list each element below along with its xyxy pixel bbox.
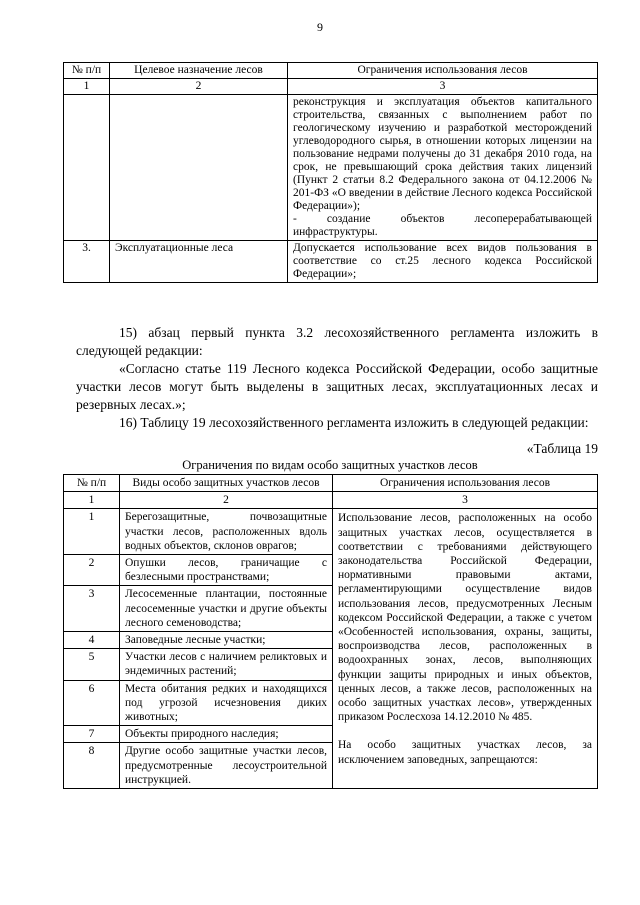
table-row (64, 95, 598, 241)
col-number: 3 (333, 492, 598, 509)
limits-text: реконструкция и эксплуатация объектов капитального строительства, связанных с выполнением работ по геологическому изучению и разработкой месторождений углеводородного сырья, в отношении которых лицензии на пользование недрами получены до 31 декабря 2010 года, на срок, не превышающий срока действия таких лицензий (Пункт 2 статьи 8.2 Федерального закона от 04.12.2006 № 201-ФЗ «О введении в действие Лесного кодекса Российской Федерации»); (293, 96, 592, 212)
row-number: 6 (64, 680, 120, 726)
limits-text: На особо защитных участках лесов, за исключением заповедных, запрещаются: (338, 739, 592, 766)
table-header-row (64, 475, 598, 492)
table-label: «Таблица 19 (526, 441, 598, 456)
row-number: 2 (64, 555, 120, 586)
table-caption: Ограничения по видам особо защитных участков лесов (182, 458, 478, 472)
area-type-cell: Другие особо защитные участки лесов, предусмотренные лесоустроительной инструкцией. (120, 743, 333, 789)
forest-purpose-table (63, 62, 598, 283)
area-type-cell: Места обитания редких и находящихся под угрозой исчезновения диких животных; (120, 680, 333, 726)
purpose-cell: Эксплуатационные леса (110, 241, 288, 283)
limits-cell: Допускается использование всех видов пользования в соответствие со ст.25 лесного кодекса Российской Федерации»; (288, 241, 598, 283)
col-number: 2 (120, 492, 333, 509)
paragraph-15: 15) абзац первый пункта 3.2 лесохозяйственного регламента изложить в следующей редакции: (76, 325, 598, 358)
area-type-cell: Лесосеменные плантации, постоянные лесосеменные участки и другие объекты лесного семеноводства; (120, 586, 333, 632)
protected-areas-table (63, 474, 598, 789)
col-number: 2 (110, 79, 288, 95)
header-num: № п/п (64, 63, 110, 79)
row-number: 7 (64, 726, 120, 743)
col-number: 1 (64, 492, 120, 509)
row-number: 8 (64, 743, 120, 789)
col-number: 1 (64, 79, 110, 95)
header-num: № п/п (64, 475, 120, 492)
limits-cell (288, 95, 598, 241)
area-type-cell: Участки лесов с наличием реликтовых и эндемичных растений; (120, 649, 333, 680)
header-purpose: Целевое назначение лесов (110, 63, 288, 79)
paragraph-16: 16) Таблицу 19 лесохозяйственного регламента изложить в следующей редакции: (119, 415, 589, 430)
header-area-types: Виды особо защитных участков лесов (120, 475, 333, 492)
row-number: 4 (64, 632, 120, 649)
paragraph-15-quote: «Согласно статье 119 Лесного кодекса Российской Федерации, особо защитные участки лесов могут быть выделены в защитных лесах, эксплуатационных лесах и резервных лесах.»; (76, 361, 598, 412)
header-limits: Ограничения использования лесов (333, 475, 598, 492)
limits-text: - создание объектов лесоперерабатывающей инфраструктуры. (293, 213, 592, 238)
table-row (64, 241, 598, 283)
row-number: 3 (64, 586, 120, 632)
area-type-cell: Опушки лесов, граничащие с безлесными пространствами; (120, 555, 333, 586)
header-limits: Ограничения использования лесов (288, 63, 598, 79)
col-number: 3 (288, 79, 598, 95)
area-type-cell: Берегозащитные, почвозащитные участки лесов, расположенных вдоль водных объектов, склонов оврагов; (120, 509, 333, 555)
row-number: 1 (64, 509, 120, 555)
column-number-row (64, 79, 598, 95)
table-header-row (64, 63, 598, 79)
limits-cell (333, 509, 598, 789)
column-number-row (64, 492, 598, 509)
limits-text: Использование лесов, расположенных на особо защитных участках лесов, осуществляется в соответствии с требованиями действующего законодательства Российской Федерации, нормативными правовыми актами, регламентирующими осуществление видов использования лесов, предусмотренных Лесным кодексом Российской Федерации, а также с учетом «Особенностей использования, охраны, защиты, воспроизводства лесов, расположенных в водоохранных зонах, лесов, выполняющих функции защиты природных и иных объектов, ценных лесов, а также лесов, расположенных на особо защитных участках лесов», утвержденных приказом Рослесхоза 14.12.2010 № 485. (338, 512, 592, 724)
row-number: 5 (64, 649, 120, 680)
row-number: 3. (64, 241, 110, 283)
area-type-cell: Объекты природного наследия; (120, 726, 333, 743)
area-type-cell: Заповедные лесные участки; (120, 632, 333, 649)
table-row (64, 509, 598, 555)
page-number: 9 (317, 20, 323, 34)
